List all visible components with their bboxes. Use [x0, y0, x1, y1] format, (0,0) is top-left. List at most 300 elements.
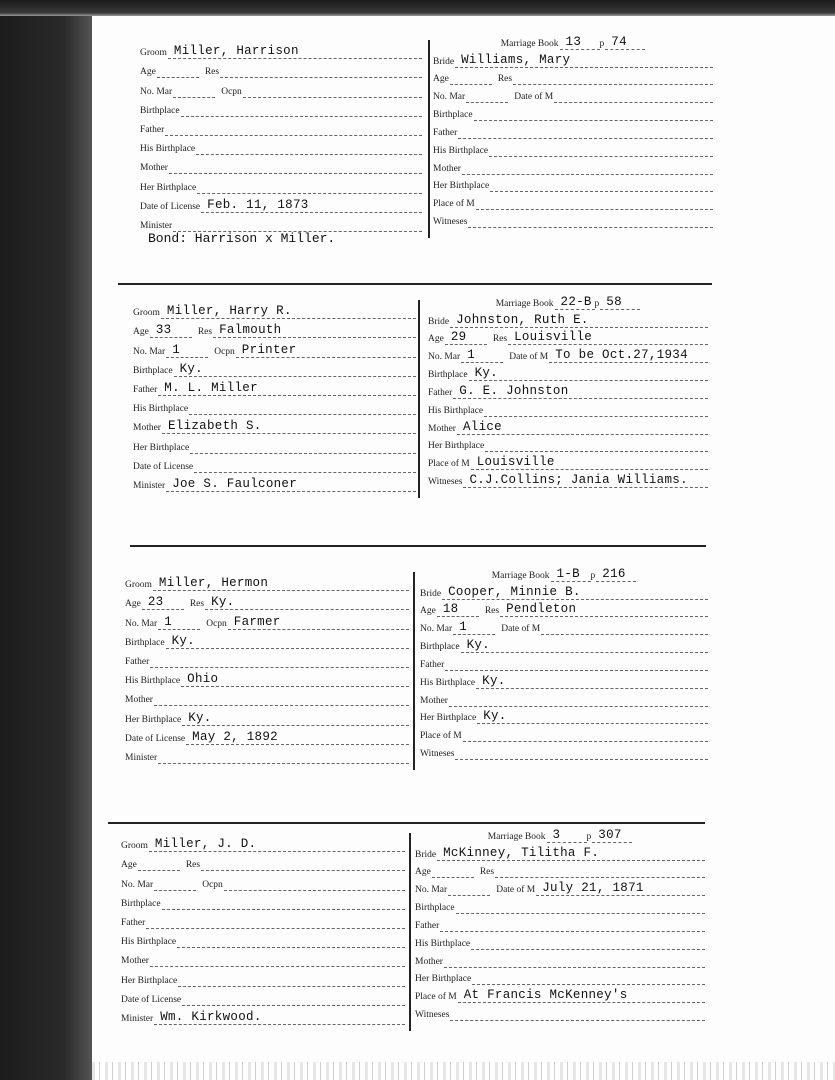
field-value: 1 — [172, 342, 181, 357]
bride-field-her-birthplace — [433, 176, 713, 192]
field-label: p — [599, 38, 605, 49]
field-line — [489, 141, 713, 157]
field-label: Age — [121, 860, 137, 871]
bride-row — [415, 932, 705, 950]
field-label: His Birthplace — [420, 677, 476, 688]
field-label: p — [590, 570, 596, 581]
field-value: Ky. — [179, 361, 203, 376]
field-line — [190, 438, 416, 454]
groom-field-ocpn — [206, 614, 409, 630]
field-value: Wm. Kirkwood. — [160, 1010, 262, 1025]
field-label: Date of M — [496, 885, 536, 896]
field-line — [224, 875, 405, 891]
groom-field-no-mar — [140, 82, 215, 98]
field-value: Ky. — [482, 673, 506, 688]
field-value: 29 — [450, 330, 467, 345]
field-value: Miller, Harry R. — [166, 304, 292, 319]
field-label: Father — [415, 920, 440, 931]
bride-row — [428, 345, 708, 363]
field-line — [461, 637, 708, 653]
groom-field-his-birthplace — [140, 139, 422, 155]
field-label: Bride — [433, 56, 455, 67]
groom-row — [140, 78, 422, 97]
field-value: M. L. Miller — [164, 381, 258, 396]
groom-row — [125, 726, 409, 745]
field-label: Date of License — [140, 201, 201, 212]
bride-field-bride — [428, 312, 708, 328]
bride-row — [415, 985, 705, 1003]
field-line — [153, 575, 409, 591]
field-line — [468, 212, 713, 228]
groom-row — [133, 300, 416, 319]
bride-row — [420, 742, 708, 760]
field-line — [448, 880, 490, 896]
groom-row — [140, 40, 422, 59]
field-label: Age — [420, 606, 436, 617]
page-field — [595, 294, 641, 310]
bride-row — [428, 417, 708, 435]
bride-field-his-birthplace — [415, 934, 705, 950]
field-label: No. Mar — [420, 624, 453, 635]
groom-column — [140, 40, 422, 232]
field-line — [150, 652, 409, 668]
groom-field-father — [125, 652, 409, 668]
bride-field-res — [498, 69, 713, 85]
field-label: Her Birthplace — [121, 975, 178, 986]
groom-row — [121, 910, 405, 929]
bride-row — [415, 843, 705, 861]
field-value: Alice — [462, 419, 502, 434]
bride-row — [428, 328, 708, 346]
bride-row — [420, 707, 708, 725]
field-label: Minister — [140, 221, 173, 232]
field-label: Date of M — [514, 92, 554, 103]
bride-field-father — [433, 123, 713, 139]
field-value: 23 — [147, 595, 164, 610]
column-divider — [418, 300, 420, 498]
bride-field-her-birthplace — [428, 436, 708, 452]
marriage-book-field — [488, 827, 587, 843]
field-line — [142, 594, 184, 610]
field-line — [495, 862, 705, 878]
groom-field-father — [140, 120, 422, 136]
field-label: Ocpn — [214, 346, 235, 357]
field-label: p — [594, 298, 600, 309]
bride-column — [428, 292, 708, 488]
field-label: Marriage Book — [495, 298, 554, 309]
page-field — [587, 827, 633, 843]
groom-field-ocpn — [202, 875, 405, 891]
groom-row — [133, 377, 416, 396]
groom-row — [121, 852, 405, 871]
groom-field-groom — [133, 303, 416, 319]
field-label: Father — [433, 127, 458, 138]
bride-field-res — [480, 862, 705, 878]
field-label: Res — [492, 334, 508, 345]
bride-field-his-birthplace — [433, 141, 713, 157]
field-label: Date of M — [501, 624, 541, 635]
field-line — [150, 322, 192, 338]
groom-field-father — [121, 913, 405, 929]
field-label: p — [586, 831, 592, 842]
groom-row — [140, 59, 422, 78]
groom-row — [133, 473, 416, 492]
field-label: His Birthplace — [428, 405, 484, 416]
page-field — [591, 566, 637, 582]
groom-field-age — [121, 855, 180, 871]
groom-row — [121, 833, 405, 852]
field-label: No. Mar — [433, 92, 466, 103]
field-label: Date of M — [509, 352, 549, 363]
field-label: Date of License — [121, 994, 182, 1005]
bride-field-bride — [415, 845, 705, 861]
groom-row — [140, 136, 422, 155]
field-line — [432, 862, 474, 878]
field-value: May 2, 1892 — [192, 729, 278, 744]
field-line — [201, 855, 405, 871]
groom-row — [133, 415, 416, 434]
field-line — [444, 952, 705, 968]
field-line — [197, 178, 422, 194]
field-label: Mother — [140, 163, 168, 174]
bride-field-birthplace — [433, 105, 713, 121]
field-line — [228, 614, 409, 630]
groom-field-father — [133, 380, 416, 396]
field-label: No. Mar — [140, 86, 173, 97]
field-value: Ky. — [211, 595, 235, 610]
field-label: Witneses — [428, 476, 463, 487]
field-line — [154, 875, 196, 891]
field-line — [469, 365, 708, 381]
field-value: Cooper, Minnie B. — [448, 584, 581, 599]
field-label: Father — [133, 385, 158, 396]
field-line — [442, 584, 708, 600]
groom-row — [121, 1006, 405, 1025]
field-label: Mother — [121, 956, 149, 967]
field-label: Ocpn — [206, 618, 227, 629]
field-label: Place of M — [428, 459, 470, 470]
field-line — [600, 294, 640, 310]
field-value: Louisville — [476, 455, 555, 470]
field-label: Her Birthplace — [125, 714, 182, 725]
field-label: Res — [497, 74, 513, 85]
field-line — [437, 601, 479, 617]
page-number: 216 — [602, 566, 626, 581]
bride-field-res — [493, 329, 708, 345]
field-line — [547, 827, 587, 843]
field-label: Birthplace — [415, 903, 455, 914]
field-value: Ohio — [187, 672, 219, 687]
field-line — [513, 69, 713, 85]
groom-row — [133, 454, 416, 473]
field-value: 18 — [442, 602, 459, 617]
field-label: No. Mar — [428, 352, 461, 363]
field-label: Res — [189, 599, 205, 610]
field-value: Ky. — [466, 638, 490, 653]
field-label: Date of License — [125, 733, 186, 744]
field-label: Her Birthplace — [415, 974, 472, 985]
bride-column — [433, 32, 713, 228]
marriage-book-header — [433, 32, 713, 50]
field-label: Marriage Book — [487, 831, 546, 842]
scan-noise-bottom — [92, 1062, 835, 1080]
groom-field-her-birthplace — [121, 971, 405, 987]
field-value: Ky. — [474, 366, 498, 381]
field-value: Falmouth — [219, 323, 282, 338]
groom-row — [140, 155, 422, 174]
field-label: Her Birthplace — [133, 442, 190, 453]
field-line — [220, 62, 422, 78]
field-label: Birthplace — [133, 365, 173, 376]
field-line — [605, 34, 645, 50]
field-value: Farmer — [233, 614, 281, 629]
field-line — [485, 436, 708, 452]
field-value: Johnston, Ruth E. — [456, 312, 589, 327]
bride-row — [428, 452, 708, 470]
bride-field-place-of-m — [420, 726, 708, 742]
groom-row — [133, 319, 416, 338]
bride-field-father — [420, 655, 708, 671]
bride-row — [428, 435, 708, 453]
groom-row — [125, 572, 409, 591]
groom-field-age — [125, 594, 184, 610]
field-label: Mother — [415, 956, 443, 967]
field-label: Res — [197, 327, 213, 338]
bride-row — [420, 653, 708, 671]
groom-field-res — [186, 855, 405, 871]
field-line — [541, 619, 708, 635]
field-label: Date of License — [133, 461, 194, 472]
bride-row — [428, 399, 708, 417]
field-line — [471, 934, 705, 950]
field-line — [154, 690, 409, 706]
field-label: Res — [185, 860, 201, 871]
marriage-record-card — [0, 827, 835, 1025]
bride-column — [415, 825, 705, 1021]
field-line — [181, 101, 422, 117]
groom-row — [140, 194, 422, 213]
groom-field-age — [133, 322, 192, 338]
page-number: 58 — [606, 294, 622, 309]
bride-field-no-mar — [420, 619, 495, 635]
field-value: McKinney, Tilitha F. — [443, 845, 600, 860]
bride-field-mother — [433, 159, 713, 175]
field-line — [461, 347, 503, 363]
field-line — [158, 614, 200, 630]
groom-field-date-of-license — [125, 729, 409, 745]
field-label: Bride — [415, 849, 437, 860]
field-label: Groom — [125, 580, 152, 591]
groom-field-birthplace — [121, 894, 405, 910]
bride-field-mother — [415, 952, 705, 968]
field-line — [196, 139, 422, 155]
field-line — [437, 845, 705, 861]
marriage-book-header — [415, 825, 705, 843]
bride-row — [433, 68, 713, 86]
column-divider — [413, 572, 415, 770]
field-value: G. E. Johnston — [459, 383, 569, 398]
groom-field-her-birthplace — [140, 178, 422, 194]
groom-row — [140, 174, 422, 193]
field-label: Father — [420, 659, 445, 670]
bride-row — [433, 157, 713, 175]
field-line — [157, 62, 199, 78]
groom-row — [140, 213, 422, 232]
groom-field-birthplace — [125, 633, 409, 649]
field-line — [158, 748, 409, 764]
field-line — [445, 655, 708, 671]
field-line — [158, 380, 416, 396]
bride-row — [420, 724, 708, 742]
bride-field-birthplace — [420, 637, 708, 653]
field-label: Father — [125, 657, 150, 668]
groom-field-his-birthplace — [121, 932, 405, 948]
field-label: Birthplace — [125, 637, 165, 648]
bride-field-her-birthplace — [415, 969, 705, 985]
card-separator — [108, 822, 705, 824]
field-value: 1 — [467, 348, 476, 363]
bride-row — [415, 1003, 705, 1021]
groom-row — [125, 687, 409, 706]
bride-row — [415, 950, 705, 968]
field-line — [500, 601, 708, 617]
groom-field-date-of-license — [133, 457, 416, 473]
bride-row — [420, 600, 708, 618]
bride-field-mother — [420, 691, 708, 707]
groom-column — [125, 572, 409, 764]
groom-field-groom — [125, 575, 409, 591]
field-label: Witneses — [420, 748, 455, 759]
field-label: Witneses — [415, 1009, 450, 1020]
field-label: Place of M — [420, 731, 462, 742]
bride-field-age — [420, 601, 479, 617]
field-label: His Birthplace — [433, 145, 489, 156]
field-label: Her Birthplace — [433, 181, 490, 192]
bride-row — [433, 50, 713, 68]
bride-row — [433, 192, 713, 210]
field-label: Birthplace — [121, 898, 161, 909]
bride-field-birthplace — [415, 898, 705, 914]
page-number: 307 — [598, 827, 622, 842]
marriage-book-number: 1-B — [556, 566, 580, 581]
field-line — [201, 197, 422, 213]
field-label: Her Birthplace — [428, 441, 485, 452]
groom-row — [140, 98, 422, 117]
field-value: Elizabeth S. — [167, 419, 262, 434]
field-label: Mother — [433, 163, 461, 174]
marriage-book-header — [420, 564, 708, 582]
groom-field-minister — [121, 1009, 405, 1025]
field-line — [182, 990, 405, 1006]
field-line — [484, 401, 708, 417]
marriage-book-header — [428, 292, 708, 310]
groom-field-minister — [133, 476, 416, 492]
marriage-book-number: 3 — [552, 827, 561, 842]
bride-row — [428, 381, 708, 399]
field-label: His Birthplace — [140, 144, 196, 155]
groom-row — [133, 434, 416, 453]
field-line — [166, 633, 409, 649]
groom-row — [140, 117, 422, 136]
bride-field-place-of-m — [415, 987, 705, 1003]
bride-field-res — [485, 601, 708, 617]
marriage-book-field — [492, 566, 591, 582]
groom-field-mother — [125, 690, 409, 706]
groom-field-mother — [121, 951, 405, 967]
bride-field-age — [428, 329, 487, 345]
bride-field-bride — [420, 584, 708, 600]
groom-row — [133, 358, 416, 377]
bride-row — [433, 210, 713, 228]
bride-field-date-of-m — [514, 87, 713, 103]
field-label: Bride — [428, 316, 450, 327]
groom-row — [125, 649, 409, 668]
bride-field-place-of-m — [433, 194, 713, 210]
groom-field-birthplace — [133, 361, 416, 377]
bride-field-date-of-m — [496, 880, 705, 896]
field-label: Her Birthplace — [420, 713, 477, 724]
field-label: Age — [125, 599, 141, 610]
groom-row — [121, 891, 405, 910]
page-field — [600, 34, 646, 50]
groom-column — [133, 300, 416, 492]
field-line — [476, 673, 708, 689]
field-line — [466, 87, 508, 103]
field-line — [186, 729, 409, 745]
marriage-book-field — [501, 34, 600, 50]
field-line — [154, 1009, 405, 1025]
field-label: Father — [140, 125, 165, 136]
groom-row — [121, 987, 405, 1006]
bride-field-age — [415, 862, 474, 878]
groom-row — [125, 591, 409, 610]
field-line — [592, 827, 632, 843]
bride-field-bride — [433, 52, 713, 68]
groom-field-no-mar — [121, 875, 196, 891]
field-label: Bride — [420, 588, 442, 599]
field-line — [182, 710, 409, 726]
groom-row — [125, 630, 409, 649]
bride-field-date-of-m — [501, 619, 708, 635]
field-line — [456, 898, 705, 914]
field-label: His Birthplace — [125, 676, 181, 687]
field-line — [177, 932, 405, 948]
field-label: Res — [484, 606, 500, 617]
groom-row — [121, 871, 405, 890]
field-label: No. Mar — [121, 879, 154, 890]
field-label: Place of M — [415, 992, 457, 1003]
marriage-record-card — [0, 34, 835, 232]
groom-field-date-of-license — [121, 990, 405, 1006]
marriage-book-number: 22-B — [560, 294, 592, 309]
bride-row — [433, 103, 713, 121]
field-line — [453, 619, 495, 635]
groom-field-minister — [125, 748, 409, 764]
field-line — [166, 476, 416, 492]
bride-row — [428, 310, 708, 328]
field-line — [476, 194, 713, 210]
bride-field-mother — [428, 419, 708, 435]
field-line — [455, 52, 713, 68]
bride-row — [420, 689, 708, 707]
bride-row — [428, 470, 708, 488]
field-line — [554, 87, 713, 103]
field-line — [450, 1005, 705, 1021]
bride-field-father — [415, 916, 705, 932]
field-label: His Birthplace — [121, 937, 177, 948]
field-label: Mother — [133, 423, 161, 434]
field-label: Minister — [133, 481, 166, 492]
